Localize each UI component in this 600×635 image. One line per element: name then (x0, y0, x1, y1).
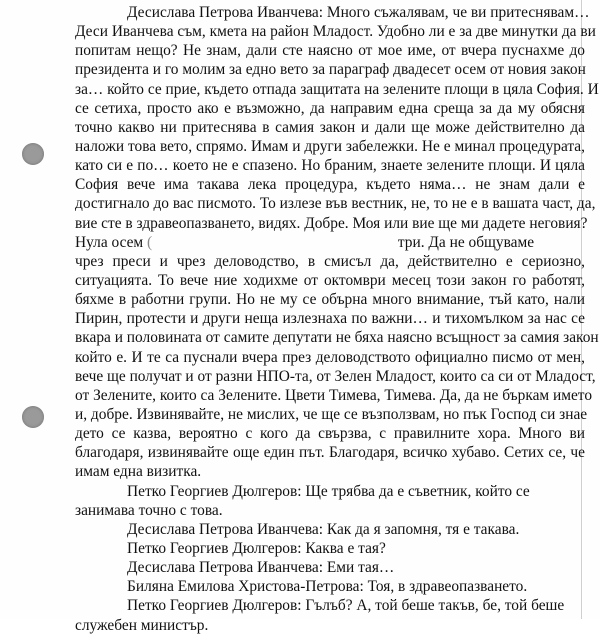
gap-mark: ( (147, 233, 153, 251)
text-line: Десислава Петрова Иванчева: Много съжалявам, че ви притеснявам… (127, 4, 590, 21)
text-line: точно какво ни притеснява в самия закон и дали ще може действително да (75, 118, 585, 136)
speaker-line: Биляна Емилова Христова-Петрова: Тоя, в здравеопазването. (127, 578, 528, 596)
text-line: и, добре. Извинявайте, не мислих, че ще се възползвам, но пък Господ си знае (75, 405, 588, 423)
text-line: се сетиха, просто ако е възможно, да направим една среща за да му обясня (75, 99, 585, 117)
text-line: вие сте в здравеопазването, видях. Добре. Моя или вие ще ми дадете неговия? (75, 214, 588, 232)
text-line: Деси Иванчева съм, кмета на район Младост. Удобно ли е за две минутки да ви (75, 23, 596, 41)
text-line: от Зелените, които са Зелените. Цвети Тимева, Тимева. Да, да не бъркам името (75, 386, 593, 404)
text-line: който е. И те са пуснали вчера през деловодството официално писмо от мен, (75, 348, 585, 366)
text-line: наложи това вето, спрямо. Имам и други забележки. Не е минал процедурата, (75, 137, 585, 155)
speaker-line: Петко Георгиев Дюлгеров: Гълъб? А, той беше такъв, бе, той беше (127, 597, 565, 615)
redacted-phone-line (75, 233, 585, 252)
text-line: благодаря, извинявайте още един път. Благодаря, всичко хубаво. Сетих се, че (75, 444, 585, 462)
text-line: вече ще получат и от разни НПО-та, от Зелен Младост, които са си от Младост, (75, 367, 596, 385)
speaker-line: Десислава Петрова Иванчева: Как да я запомня, тя е такава. (127, 520, 520, 538)
text-line: като си е по… което не е спазено. Но браним, знаете зелените площи. И цяла (75, 157, 585, 175)
text-line: Пирин, протести и други неща излезнаха по важни… и тихомълком за нас се (75, 310, 585, 328)
text-line: попитам нещо? Не знам, дали сте наясно от мое име, от вчера пуснахме до (75, 42, 585, 60)
gap-line-start: Нула осем (75, 233, 144, 251)
punch-hole-upper (22, 143, 44, 165)
text-line: ситуацията. То вече ние ходихме от октомври месец този закон го работят, (75, 271, 585, 289)
text-line: бяхме в работни групи. Но не му се обърна много внимание, тъй като, нали (75, 291, 585, 309)
speaker-line: Петко Георгиев Дюлгеров: Каква е тая? (127, 539, 386, 557)
text-line: президента и го молим за едно вето за параграф двадесет осем от новия закон (75, 61, 586, 79)
text-line: дето се казва, вероятно с кого да свързва, с правилните хора. Много ви (75, 425, 585, 443)
text-line: за… който се прие, където отпада защитата на зелените площи в цяла София. И (75, 80, 599, 98)
speaker-line: Десислава Петрова Иванчева: Еми тая… (127, 559, 395, 577)
transcript-text (75, 3, 599, 635)
text-line: чрез преси и чрез деловодство, в смисъл да, действително е сериозно, (75, 252, 585, 270)
text-line: достигнало до вас писмото. То излезе във вестник, не, то не е в вашата част, да, (75, 195, 596, 213)
speaker-line: Петко Георгиев Дюлгеров: Ще трябва да е съветник, който се (127, 482, 530, 500)
text-line: имам една визитка. (75, 463, 202, 481)
text-line: София вече има такава лека процедура, където няма… не знам дали е (75, 176, 585, 194)
speaker-line-continuation: служебен министър. (75, 616, 209, 634)
gap-line-end: три. Да не общуваме (397, 233, 535, 251)
text-line: вкара и половината от самите депутати не бяха наясно всъщност за самия закон (75, 329, 599, 347)
punch-hole-lower (22, 406, 44, 428)
speaker-line-continuation: занимава точно с това. (75, 501, 223, 519)
